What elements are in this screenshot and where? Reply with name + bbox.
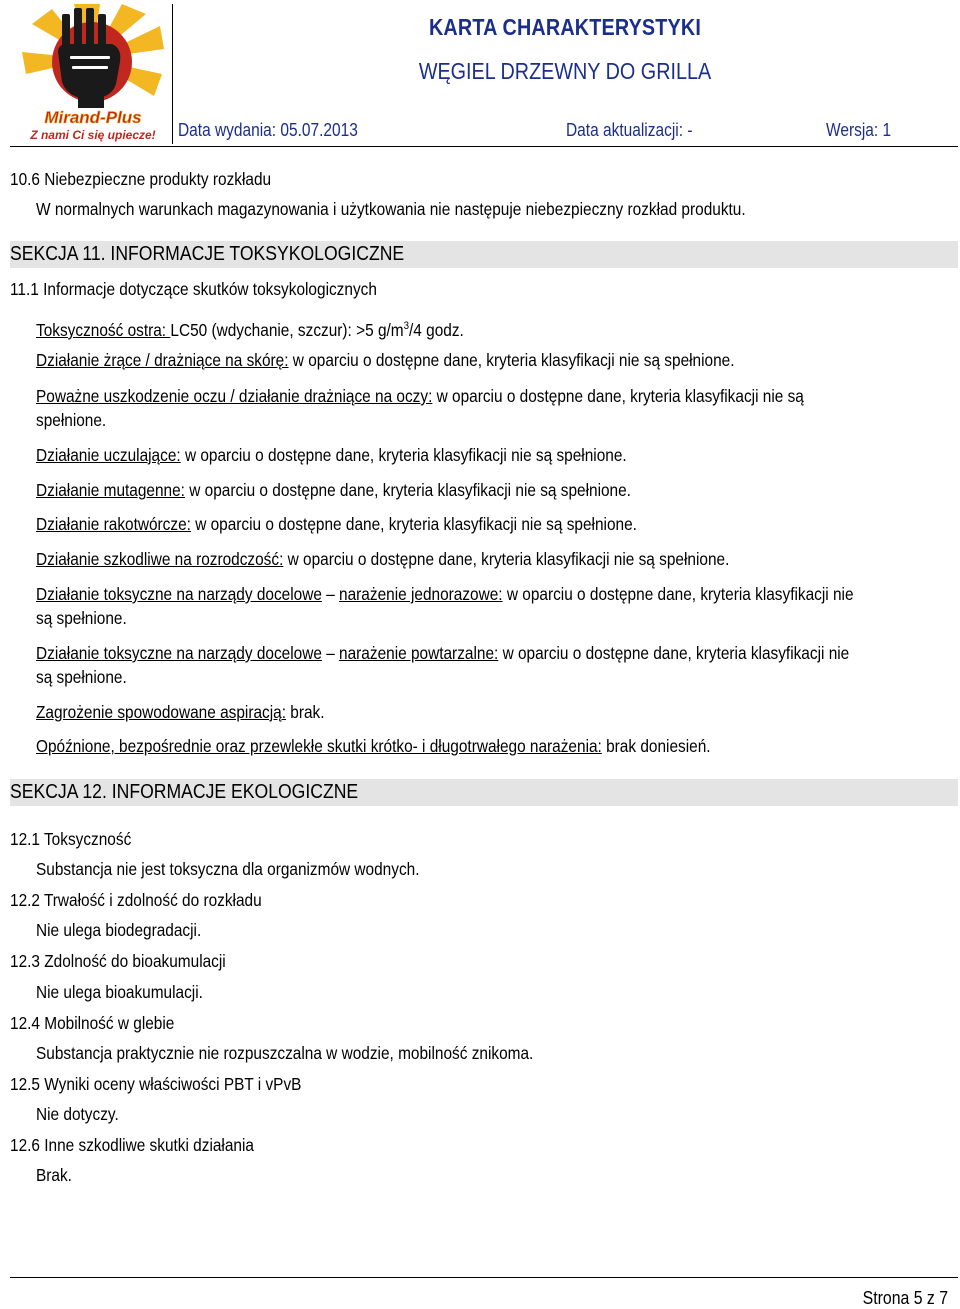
stot-single-label-1: Działanie toksyczne na narządy docelowe <box>36 584 322 604</box>
stot-repeated-label-2: narażenie powtarzalne: <box>339 643 499 663</box>
stot-single-line <box>36 583 854 605</box>
s12-5-text: Nie dotyczy. <box>36 1104 119 1124</box>
carcinogenicity-line <box>36 513 637 535</box>
stot-repeated-text: w oparciu o dostępne dane, kryteria klasyfikacji nie <box>498 643 850 663</box>
section-11-heading: SEKCJA 11. INFORMACJE TOKSYKOLOGICZNE <box>10 243 405 265</box>
s12-2-heading: 12.2 Trwałość i zdolność do rozkładu <box>10 890 262 910</box>
aspiration-line <box>36 701 325 723</box>
s12-4-heading: 12.4 Mobilność w glebie <box>10 1013 175 1033</box>
eye-damage-line <box>36 385 804 407</box>
s12-1-heading: 12.1 Toksyczność <box>10 829 132 849</box>
s12-2-text: Nie ulega biodegradacji. <box>36 920 202 940</box>
acute-toxicity-tail: /4 godz. <box>409 319 464 340</box>
mutagenicity-label: Działanie mutagenne: <box>36 480 185 500</box>
page-number: Strona 5 z 7 <box>862 1288 948 1308</box>
s10-6-text: W normalnych warunkach magazynowania i użytkowania nie następuje niebezpieczny rozkład produktu. <box>36 199 746 219</box>
reproductive-toxicity-line <box>36 548 729 570</box>
logo-slogan: Z nami Ci się upiecze! <box>30 128 156 142</box>
sensitisation-label: Działanie uczulające: <box>36 445 181 465</box>
mutagenicity-text: w oparciu o dostępne dane, kryteria klasyfikacji nie są spełnione. <box>184 480 631 500</box>
acute-toxicity-label: Toksyczność ostra: <box>36 319 171 340</box>
footer-divider <box>10 1277 958 1278</box>
s12-3-heading: 12.3 Zdolność do bioakumulacji <box>10 951 226 971</box>
company-logo <box>22 4 164 142</box>
header-divider-vertical <box>172 4 173 144</box>
mutagenicity-line <box>36 479 631 501</box>
sensitisation-text: w oparciu o dostępne dane, kryteria klasyfikacji nie są spełnione. <box>180 445 627 465</box>
s12-1-text: Substancja nie jest toksyczna dla organizmów wodnych. <box>36 859 420 879</box>
carcinogenicity-label: Działanie rakotwórcze: <box>36 514 191 534</box>
update-date: Data aktualizacji: - <box>566 120 693 140</box>
acute-toxicity-line <box>36 315 464 341</box>
header-divider-horizontal <box>10 146 958 147</box>
eye-damage-text-cont: spełnione. <box>36 410 107 430</box>
reproductive-toxicity-text: w oparciu o dostępne dane, kryteria klasyfikacji nie są spełnione. <box>283 549 730 569</box>
product-name: WĘGIEL DRZEWNY DO GRILLA <box>418 58 712 84</box>
s10-6-heading: 10.6 Niebezpieczne produkty rozkładu <box>10 169 272 189</box>
acute-toxicity-sup: 3 <box>403 320 410 332</box>
issue-date: Data wydania: 05.07.2013 <box>178 120 358 140</box>
s11-1-heading: 11.1 Informacje dotyczące skutków toksykologicznych <box>10 279 377 299</box>
aspiration-text: brak. <box>285 702 325 722</box>
document-title: KARTA CHARAKTERYSTYKI <box>428 14 702 40</box>
stot-repeated-dash: – <box>321 643 340 663</box>
s12-3-text: Nie ulega bioakumulacji. <box>36 982 203 1002</box>
stot-single-text: w oparciu o dostępne dane, kryteria klasyfikacji nie <box>502 584 854 604</box>
s12-4-text: Substancja praktycznie nie rozpuszczalna w wodzie, mobilność znikoma. <box>36 1043 534 1063</box>
skin-corrosion-text: w oparciu o dostępne dane, kryteria klasyfikacji nie są spełnione. <box>288 350 735 370</box>
carcinogenicity-text: w oparciu o dostępne dane, kryteria klasyfikacji nie są spełnione. <box>190 514 637 534</box>
stot-single-text-cont: są spełnione. <box>36 608 127 628</box>
eye-damage-label: Poważne uszkodzenie oczu / działanie drażniące na oczy: <box>36 386 433 406</box>
version: Wersja: 1 <box>826 120 892 140</box>
stot-single-label-2: narażenie jednorazowe: <box>339 584 503 604</box>
skin-corrosion-label: Działanie żrące / drażniące na skórę: <box>36 350 289 370</box>
delayed-effects-label: Opóźnione, bezpośrednie oraz przewlekłe skutki krótko- i długotrwałego narażenia: <box>36 736 602 756</box>
eye-damage-text: w oparciu o dostępne dane, kryteria klasyfikacji nie są <box>432 386 804 406</box>
stot-repeated-text-cont: są spełnione. <box>36 667 127 687</box>
page-header <box>0 0 960 148</box>
logo-text: Mirand-Plus <box>44 108 142 127</box>
stot-repeated-label-1: Działanie toksyczne na narządy docelowe <box>36 643 322 663</box>
aspiration-label: Zagrożenie spowodowane aspiracją: <box>36 702 286 722</box>
s12-5-heading: 12.5 Wyniki oceny właściwości PBT i vPvB <box>10 1074 302 1094</box>
section-12-heading: SEKCJA 12. INFORMACJE EKOLOGICZNE <box>10 781 359 803</box>
stot-repeated-line <box>36 642 849 664</box>
s12-6-heading: 12.6 Inne szkodliwe skutki działania <box>10 1135 254 1155</box>
sensitisation-line <box>36 444 627 466</box>
stot-single-dash: – <box>321 584 340 604</box>
delayed-effects-line <box>36 735 711 757</box>
skin-corrosion-line <box>36 349 735 371</box>
reproductive-toxicity-label: Działanie szkodliwe na rozrodczość: <box>36 549 284 569</box>
s12-6-text: Brak. <box>36 1165 72 1185</box>
acute-toxicity-value: LC50 (wdychanie, szczur): >5 g/m <box>170 319 404 340</box>
delayed-effects-text: brak doniesień. <box>601 736 711 756</box>
